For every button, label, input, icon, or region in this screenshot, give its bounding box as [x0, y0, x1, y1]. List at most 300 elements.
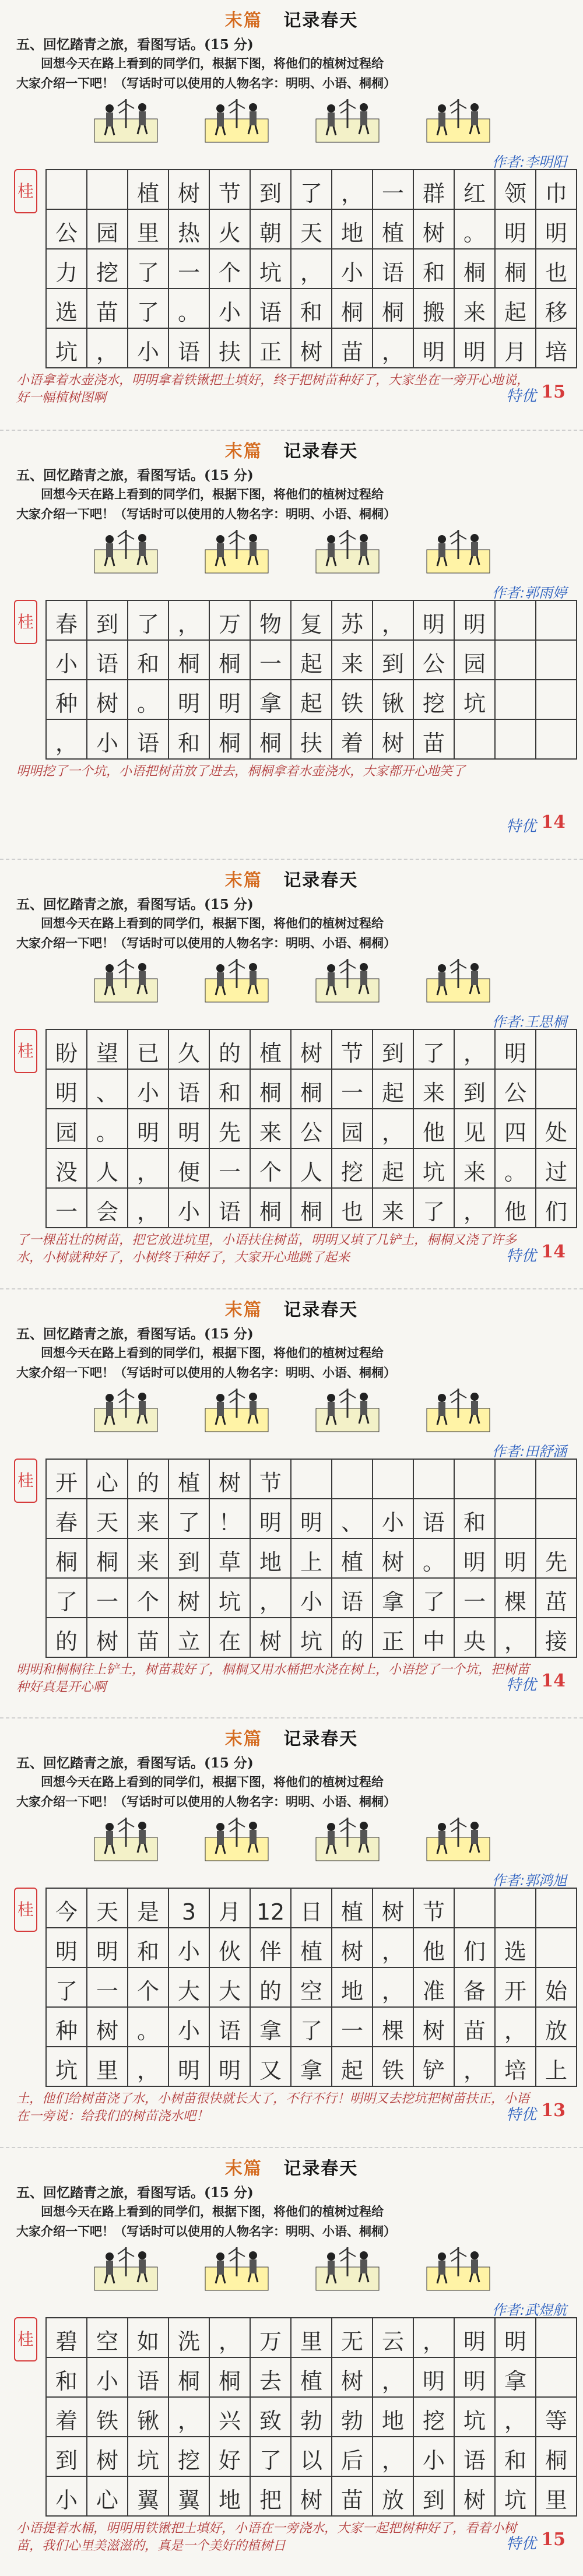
grid-cell	[373, 719, 413, 759]
grid-cell	[536, 2476, 577, 2516]
grid-cell	[87, 1148, 128, 1188]
grid-cell	[373, 1188, 413, 1228]
grid-cell	[332, 1029, 373, 1069]
grid-char: 复	[300, 611, 322, 637]
grid-row	[46, 1888, 577, 1928]
grid-cell	[87, 2397, 128, 2437]
grid-char: 树	[381, 1899, 404, 1925]
grid-char: 培	[504, 2058, 526, 2083]
teacher-stamp: 桂	[14, 1029, 37, 1073]
grid-cell	[495, 2318, 536, 2357]
grid-char: 桐	[259, 1199, 282, 1225]
grid-cell	[373, 1888, 413, 1928]
grid-char: 苏	[340, 611, 363, 637]
grade-comment: 特优	[505, 2535, 536, 2553]
grid-cell	[87, 209, 128, 249]
grid-char: 园	[55, 1120, 78, 1145]
grid-cell	[46, 1148, 87, 1188]
grid-char: 天	[96, 1509, 118, 1535]
grid-cell	[291, 1928, 332, 1967]
grid-char: 后	[340, 2447, 363, 2473]
handwritten-continuation: 明明挖了一个坑，小语把树苗放了进去，桐桐拿着水壶浇水，大家都开心地笑了	[16, 764, 466, 779]
grid-row	[46, 1499, 577, 1538]
grid-cell	[128, 1578, 168, 1618]
grid-char: 桐	[218, 651, 241, 677]
grid-cell	[250, 680, 291, 719]
grid-cell	[168, 1538, 209, 1578]
planting-illustration	[93, 93, 159, 143]
grid-cell	[454, 2047, 495, 2086]
grid-char: 节	[340, 1041, 363, 1066]
writing-grid	[45, 1029, 577, 1228]
grid-cell	[168, 289, 209, 328]
grid-cell	[536, 2437, 577, 2476]
grid-cell	[536, 328, 577, 368]
grade-comment: 特优	[505, 818, 536, 835]
grid-char: 大	[177, 1978, 200, 2004]
illustration-row	[93, 1812, 548, 1864]
grid-char: 到	[463, 1080, 486, 1106]
planting-illustration	[93, 1383, 159, 1433]
grid-row	[46, 170, 577, 209]
grid-char: 四	[504, 1120, 526, 1145]
grid-char: 会	[96, 1199, 118, 1225]
grid-cell	[250, 1888, 291, 1928]
grid-char: 着	[340, 730, 363, 756]
grid-char: ，	[136, 2058, 159, 2083]
grid-row	[46, 209, 577, 249]
grid-char: 。	[463, 220, 486, 246]
page-header	[0, 866, 583, 891]
instruction-line-2: 大家介绍一下吧！（写话时可以使用的人物名字：明明、小语、桐桐）	[16, 1794, 396, 1809]
grid-char: 树	[300, 339, 322, 365]
grid-cell	[332, 1538, 373, 1578]
instruction-text	[16, 54, 567, 93]
grid-cell	[250, 2476, 291, 2516]
grid-char: 小	[96, 730, 118, 756]
grid-cell	[454, 2007, 495, 2047]
grid-char: 小	[218, 300, 241, 325]
grid-cell	[495, 2047, 536, 2086]
grid-char: 选	[504, 1939, 526, 1964]
grid-char: 桐	[300, 1080, 322, 1106]
grid-char: 翼	[136, 2487, 159, 2513]
planting-illustration	[204, 1812, 269, 1862]
grid-char: 语	[463, 2447, 486, 2473]
grid-cell	[373, 2357, 413, 2397]
grid-char: 明	[177, 690, 200, 716]
grid-cell	[291, 2357, 332, 2397]
grid-char: 一	[218, 1159, 241, 1185]
grid-char: ，	[218, 2328, 241, 2354]
worksheet-page	[0, 430, 583, 859]
grid-char: 桐	[218, 2368, 241, 2394]
grid-cell	[46, 209, 87, 249]
grid-char: 树	[177, 181, 200, 206]
grid-char: 处	[545, 1120, 567, 1145]
instruction-line-1: 回想今天在路上看到的同学们，根据下图，将他们的植树过程给	[41, 1345, 384, 1360]
grid-char: 。	[504, 1159, 526, 1185]
grid-cell	[168, 2318, 209, 2357]
grid-cell	[291, 719, 332, 759]
grid-char: 了	[136, 611, 159, 637]
grid-cell	[413, 1888, 454, 1928]
grid-cell	[536, 1538, 577, 1578]
grid-row	[46, 1188, 577, 1228]
grid-char: 12	[256, 1899, 285, 1925]
handwritten-continuation: 小语拿着水壶浇水，明明拿着铁锹把土填好，终于把树苗种好了，大家坐在一旁开心地说，好一幅植树图啊	[16, 373, 530, 405]
grid-cell	[168, 249, 209, 289]
grid-cell	[250, 2007, 291, 2047]
grid-cell	[454, 209, 495, 249]
illustration-panel	[204, 2241, 269, 2292]
grid-cell	[495, 1459, 536, 1499]
grid-cell	[87, 2007, 128, 2047]
grid-char: 坑	[504, 2487, 526, 2513]
grid-cell	[373, 1967, 413, 2007]
subject-title: 记录春天	[283, 1299, 359, 1320]
grid-cell	[413, 600, 454, 640]
grid-cell	[250, 2318, 291, 2357]
grid-char: 无	[340, 2328, 363, 2354]
grid-char: 着	[55, 2408, 78, 2434]
grid-cell	[250, 1069, 291, 1109]
grid-char: 明	[504, 220, 526, 246]
illustration-panel	[204, 524, 269, 574]
grid-cell	[454, 640, 495, 680]
grid-char: 了	[422, 1589, 445, 1615]
grid-char: 来	[340, 651, 363, 677]
grid-char: 桐	[218, 730, 241, 756]
grid-cell	[250, 600, 291, 640]
score-mark: 14	[541, 1241, 566, 1262]
grid-char: 树	[300, 2487, 322, 2513]
grid-cell	[46, 600, 87, 640]
grid-cell	[291, 1459, 332, 1499]
grid-char: 小	[177, 2018, 200, 2044]
grid-cell	[332, 1148, 373, 1188]
grid-cell	[454, 249, 495, 289]
grid-char: 了	[136, 260, 159, 286]
grid-cell	[373, 1109, 413, 1148]
grid-cell	[87, 1459, 128, 1499]
grid-char: 了	[259, 2447, 282, 2473]
grid-char: 大	[218, 1978, 241, 2004]
grid-cell	[87, 2437, 128, 2476]
planting-illustration	[315, 953, 380, 1003]
grid-cell	[495, 289, 536, 328]
grid-cell	[495, 1578, 536, 1618]
grid-char: 树	[340, 2368, 363, 2394]
author-name: 作者:武煜航	[491, 2301, 567, 2318]
grid-char: 和	[218, 1080, 241, 1106]
grid-char: 明	[504, 1041, 526, 1066]
illustration-row	[93, 2241, 548, 2294]
grid-cell	[536, 1459, 577, 1499]
grid-cell	[454, 1967, 495, 2007]
grid-cell	[250, 2047, 291, 2086]
grid-cell	[291, 680, 332, 719]
grid-char: 也	[545, 260, 567, 286]
grid-char: 小	[136, 339, 159, 365]
grid-char: 苗	[340, 339, 363, 365]
grid-cell	[168, 1029, 209, 1069]
grid-char: 心	[96, 2487, 118, 2513]
grid-char: 了	[177, 1509, 200, 1535]
grid-cell	[495, 170, 536, 209]
grid-cell	[209, 1029, 250, 1069]
grid-cell	[168, 1459, 209, 1499]
grid-char: 等	[545, 2408, 567, 2434]
grid-char: 语	[340, 1589, 363, 1615]
grid-cell	[332, 719, 373, 759]
instruction-line-1: 回想今天在路上看到的同学们，根据下图，将他们的植树过程给	[41, 56, 384, 71]
grid-cell	[291, 289, 332, 328]
grid-char: 植	[381, 220, 404, 246]
grid-char: 上	[300, 1549, 322, 1575]
grid-char: 选	[55, 300, 78, 325]
grid-char: 起	[504, 300, 526, 325]
grid-cell	[168, 1148, 209, 1188]
grid-cell	[87, 1188, 128, 1228]
grid-cell	[209, 209, 250, 249]
grid-char: 一	[177, 260, 200, 286]
grid-cell	[46, 1499, 87, 1538]
teacher-stamp: 桂	[14, 1888, 37, 1932]
illustration-panel	[426, 1812, 491, 1862]
grid-char: 没	[55, 1159, 78, 1185]
grid-cell	[495, 1499, 536, 1538]
grid-char: 挖	[177, 2447, 200, 2473]
grid-cell	[128, 1499, 168, 1538]
grid-cell	[291, 2476, 332, 2516]
grid-char: 铁	[96, 2408, 118, 2434]
teacher-stamp: 桂	[14, 2317, 37, 2361]
grid-char: 到	[177, 1549, 200, 1575]
grid-char: 明	[55, 1939, 78, 1964]
grid-cell	[209, 2318, 250, 2357]
grid-cell	[373, 1578, 413, 1618]
grid-char: 把	[259, 2487, 282, 2513]
grid-cell	[332, 680, 373, 719]
grid-char: 备	[463, 1978, 486, 2004]
grid-cell	[291, 2437, 332, 2476]
instruction-line-1: 回想今天在路上看到的同学们，根据下图，将他们的植树过程给	[41, 1774, 384, 1789]
illustration-panel	[426, 2241, 491, 2292]
grid-char: 到	[381, 651, 404, 677]
grid-char: 春	[55, 611, 78, 637]
grid-char: 个	[218, 260, 241, 286]
grid-cell	[536, 249, 577, 289]
grid-char: 和	[422, 260, 445, 286]
grid-cell	[291, 2318, 332, 2357]
grid-cell	[536, 600, 577, 640]
grid-char: 树	[177, 1589, 200, 1615]
grid-char: 月	[218, 1899, 241, 1925]
grid-cell	[413, 170, 454, 209]
worksheet-page	[0, 2147, 583, 2576]
grid-cell	[46, 1029, 87, 1069]
grid-cell	[250, 1967, 291, 2007]
grid-char: 开	[504, 1978, 526, 2004]
grid-char: 来	[136, 1549, 159, 1575]
grid-cell	[209, 2007, 250, 2047]
grid-cell	[495, 1109, 536, 1148]
grid-cell	[209, 1148, 250, 1188]
grid-cell	[332, 1459, 373, 1499]
grid-char: 久	[177, 1041, 200, 1066]
grid-cell	[332, 289, 373, 328]
planting-illustration	[426, 93, 491, 143]
grid-cell	[413, 1967, 454, 2007]
grid-char: ，	[177, 611, 200, 637]
grid-cell	[168, 2357, 209, 2397]
grid-cell	[413, 2476, 454, 2516]
grid-cell	[87, 2318, 128, 2357]
grid-cell	[87, 2047, 128, 2086]
grid-char: ，	[340, 181, 363, 206]
illustration-panel	[93, 2241, 159, 2292]
grid-cell	[454, 600, 495, 640]
illustration-row	[93, 953, 548, 1006]
grid-cell	[128, 328, 168, 368]
grid-row	[46, 1109, 577, 1148]
grid-cell	[413, 328, 454, 368]
grid-char: 树	[96, 1628, 118, 1654]
grid-cell	[168, 640, 209, 680]
grid-char: ，	[381, 1978, 404, 2004]
grade-comment: 特优	[505, 1677, 536, 1694]
grid-char: 坑	[55, 2058, 78, 2083]
grid-char: 了	[422, 1199, 445, 1225]
grid-cell	[87, 1967, 128, 2007]
grid-char: ，	[136, 1159, 159, 1185]
illustration-panel	[93, 1812, 159, 1862]
grid-cell	[536, 719, 577, 759]
grid-cell	[209, 2397, 250, 2437]
grid-cell	[46, 1538, 87, 1578]
grid-char: ，	[381, 339, 404, 365]
grid-char: 来	[463, 1159, 486, 1185]
grid-cell	[536, 209, 577, 249]
grid-char: 到	[422, 2487, 445, 2513]
grid-char: 树	[96, 690, 118, 716]
teacher-stamp: 桂	[14, 1459, 37, 1503]
grid-cell	[168, 600, 209, 640]
grid-cell	[128, 209, 168, 249]
grid-char: ，	[177, 2408, 200, 2434]
grid-char: ，	[422, 2328, 445, 2354]
grid-cell	[454, 1499, 495, 1538]
grid-cell	[373, 1499, 413, 1538]
grid-char: 的	[55, 1628, 78, 1654]
grid-char: 锹	[381, 690, 404, 716]
grid-cell	[250, 1148, 291, 1188]
planting-illustration	[204, 953, 269, 1003]
grid-cell	[454, 2476, 495, 2516]
grid-char: 伴	[259, 1939, 282, 1964]
grid-cell	[128, 2357, 168, 2397]
planting-illustration	[315, 1383, 380, 1433]
grid-char: ，	[381, 2368, 404, 2394]
grid-row	[46, 1148, 577, 1188]
grid-char: 已	[136, 1041, 159, 1066]
grid-char: 人	[96, 1159, 118, 1185]
grid-char: 明	[422, 611, 445, 637]
grid-char: 了	[55, 1589, 78, 1615]
question-title: 五、回忆踏青之旅，看图写话。(15 分)	[16, 1755, 254, 1771]
grade-comment: 特优	[505, 387, 536, 405]
grid-cell	[454, 2397, 495, 2437]
grid-char: 小	[96, 2368, 118, 2394]
grid-cell	[250, 1578, 291, 1618]
grid-cell	[413, 719, 454, 759]
grid-char: 苗	[422, 730, 445, 756]
grid-char: 先	[218, 1120, 241, 1145]
grid-cell	[495, 1928, 536, 1967]
grid-char: 的	[340, 1628, 363, 1654]
grid-cell	[332, 209, 373, 249]
grade-comment: 特优	[505, 1247, 536, 1265]
grid-cell	[168, 2437, 209, 2476]
grid-cell	[454, 1109, 495, 1148]
grid-char: 铲	[422, 2058, 445, 2083]
grid-char: 拿	[259, 2018, 282, 2044]
grid-char: 扶	[300, 730, 322, 756]
grid-char: 以	[300, 2447, 322, 2473]
grid-cell	[454, 1578, 495, 1618]
grid-char: 接	[545, 1628, 567, 1654]
grid-cell	[536, 1888, 577, 1928]
grid-cell	[209, 1069, 250, 1109]
grid-cell	[46, 2357, 87, 2397]
instruction-text	[16, 484, 567, 524]
grid-char: 里	[136, 220, 159, 246]
grid-char: 铁	[340, 690, 363, 716]
worksheet-page	[0, 859, 583, 1288]
grid-cell	[373, 2476, 413, 2516]
grid-char: 语	[177, 1080, 200, 1106]
grid-char: 日	[300, 1899, 322, 1925]
grid-char: 准	[422, 1978, 445, 2004]
grid-cell	[128, 1069, 168, 1109]
grid-cell	[413, 1618, 454, 1657]
illustration-panel	[315, 953, 380, 1003]
grid-cell	[291, 2397, 332, 2437]
grid-cell	[536, 1928, 577, 1967]
worksheet-page	[0, 1288, 583, 1718]
grid-char: 和	[300, 300, 322, 325]
grid-char: 明	[177, 2058, 200, 2083]
grid-cell	[413, 1459, 454, 1499]
grid-char: 碧	[55, 2328, 78, 2354]
subject-title: 记录春天	[283, 1729, 359, 1749]
grid-char: 在	[218, 1628, 241, 1654]
grid-char: 春	[55, 1509, 78, 1535]
grid-cell	[373, 328, 413, 368]
grid-char: 植	[259, 1041, 282, 1066]
grid-cell	[291, 328, 332, 368]
grid-cell	[332, 1188, 373, 1228]
grid-cell	[291, 600, 332, 640]
grid-cell	[209, 719, 250, 759]
grid-cell	[46, 2437, 87, 2476]
grid-cell	[250, 1499, 291, 1538]
grid-cell	[209, 600, 250, 640]
grid-row	[46, 1928, 577, 1967]
grid-cell	[373, 2007, 413, 2047]
grid-char: 一	[340, 2018, 363, 2044]
